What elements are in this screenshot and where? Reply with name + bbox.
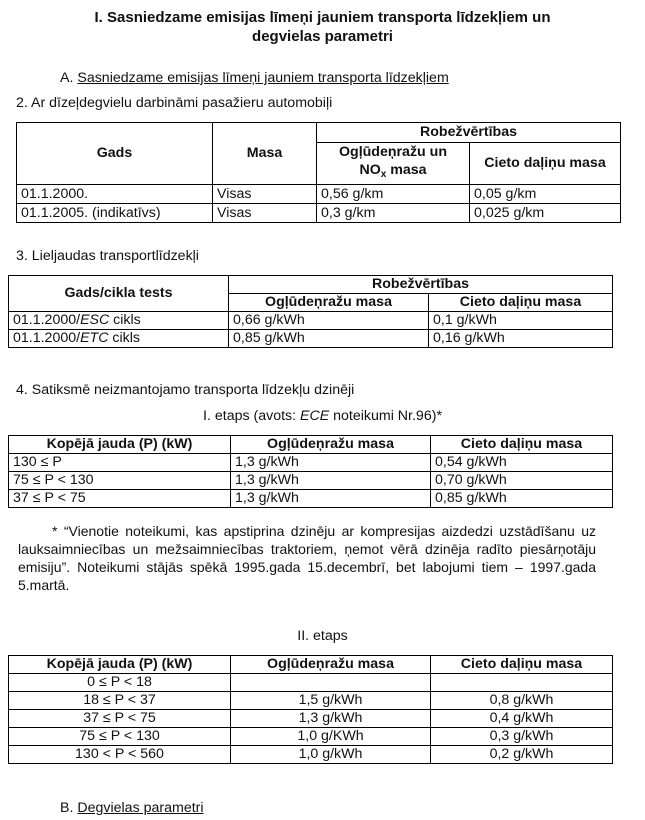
table-row bbox=[9, 710, 613, 728]
cell-hc: 1,3 g/kWh bbox=[231, 454, 431, 472]
section2-heading: 2. Ar dīzeļdegvielu darbināmi pasažieru automobiļi bbox=[16, 95, 333, 111]
cell-gads-cycle bbox=[9, 312, 229, 330]
col-hc-header: Ogļūdeņražu masa bbox=[231, 436, 431, 454]
table-row bbox=[9, 746, 613, 764]
cell-hc: 1,3 g/kWh bbox=[231, 490, 431, 508]
cell-cycle: ETC bbox=[80, 330, 109, 346]
cell-particles: 0,70 g/kWh bbox=[431, 472, 613, 490]
col-power-header: Kopējā jauda (P) (kW) bbox=[9, 436, 231, 454]
col-particles-header: Cieto daļiņu masa bbox=[470, 143, 621, 185]
cell-power: 37 ≤ P < 75 bbox=[9, 710, 231, 728]
col-power-header: Kopējā jauda (P) (kW) bbox=[9, 656, 231, 674]
cell-cycle-suffix: cikls bbox=[108, 330, 140, 346]
stage1-suffix: noteikumi Nr.96)* bbox=[329, 408, 442, 424]
document-title-line2: degvielas parametri bbox=[252, 28, 393, 45]
cell-cycle-suffix: cikls bbox=[109, 312, 141, 328]
passenger-car-table bbox=[16, 122, 621, 223]
section3-heading: 3. Lieljaudas transportlīdzekļi bbox=[16, 248, 199, 264]
cell-hc: 1,3 g/kWh bbox=[231, 710, 431, 728]
stage1-table bbox=[8, 435, 613, 508]
heavy-duty-table bbox=[8, 275, 613, 348]
cell-date: 01.1.2000/ bbox=[13, 312, 81, 328]
cell-gads-cycle bbox=[9, 330, 229, 348]
cell-particles: 0,8 g/kWh bbox=[431, 692, 613, 710]
table-row bbox=[17, 185, 621, 204]
table-row bbox=[9, 472, 613, 490]
cell-particles: 0,85 g/kWh bbox=[431, 490, 613, 508]
table-header-row bbox=[9, 276, 613, 294]
section-b-label: Degvielas parametri bbox=[77, 800, 204, 816]
col-hc-header: Ogļūdeņražu masa bbox=[229, 294, 429, 312]
stage1-ece: ECE bbox=[300, 408, 330, 424]
table-row bbox=[9, 674, 613, 692]
col-limits-header: Robežvērtības bbox=[317, 123, 621, 143]
cell-hc: 1,0 g/KWh bbox=[231, 728, 431, 746]
table-row bbox=[9, 330, 613, 348]
col-hc-nox-mass: masa bbox=[386, 162, 427, 178]
cell-power: 130 ≤ P bbox=[9, 454, 231, 472]
stage1-title bbox=[0, 408, 645, 424]
col-gads-header: Gads/cikla tests bbox=[9, 276, 229, 312]
col-particles-header: Cieto daļiņu masa bbox=[429, 294, 613, 312]
cell-hc: 1,3 g/kWh bbox=[231, 472, 431, 490]
cell-hc: 1,0 g/kWh bbox=[231, 746, 431, 764]
cell-power: 37 ≤ P < 75 bbox=[9, 490, 231, 508]
cell-date: 01.1.2000/ bbox=[13, 330, 81, 346]
col-hc-nox-header bbox=[317, 143, 470, 185]
section-a-label: Sasniedzame emisijas līmeņi jauniem transporta līdzekļiem bbox=[77, 70, 449, 86]
col-particles-header: Cieto daļiņu masa bbox=[431, 656, 613, 674]
stage1-prefix: I. etaps (avots: bbox=[203, 408, 301, 424]
section4-heading: 4. Satiksmē neizmantojamo transporta līdzekļu dzinēji bbox=[16, 382, 355, 398]
cell-mass: Visas bbox=[213, 204, 317, 223]
cell-particles: 0,54 g/kWh bbox=[431, 454, 613, 472]
section-b-prefix: B. bbox=[60, 800, 78, 816]
cell-particles: 0,05 g/km bbox=[470, 185, 621, 204]
col-particles-header: Cieto daļiņu masa bbox=[431, 436, 613, 454]
table-row bbox=[9, 454, 613, 472]
nox-subscript: x bbox=[380, 169, 387, 180]
stage2-table bbox=[8, 655, 613, 764]
footnote: * “Vienotie noteikumi, kas apstiprina dzinēju ar kompresijas aizdedzi uzstādīšanu uz lauksaimniecības un mežsaimniecības traktoriem, ņemot vērā dzinēja radīto piesārņotāju emisiju”. Noteikumi stājās spēkā 1995.gada 15.decembrī, bet labojumi tiem – 1997.gada 5.martā. bbox=[18, 523, 596, 593]
table-row bbox=[9, 312, 613, 330]
section-a-heading bbox=[60, 70, 449, 86]
cell-date: 01.1.2005. (indikatīvs) bbox=[17, 204, 213, 223]
cell-hc: 1,5 g/kWh bbox=[231, 692, 431, 710]
table-row bbox=[9, 490, 613, 508]
cell-hc: 0,85 g/kWh bbox=[229, 330, 429, 348]
table-row bbox=[9, 692, 613, 710]
section-b-heading bbox=[60, 800, 204, 816]
col-mass-header: Masa bbox=[213, 123, 317, 185]
cell-power: 75 ≤ P < 130 bbox=[9, 472, 231, 490]
cell-date: 01.1.2000. bbox=[17, 185, 213, 204]
cell-particles: 0,16 g/kWh bbox=[429, 330, 613, 348]
cell-hc-nox: 0,56 g/km bbox=[317, 185, 470, 204]
cell-power: 130 < P < 560 bbox=[9, 746, 231, 764]
cell-particles: 0,1 g/kWh bbox=[429, 312, 613, 330]
col-hc-nox-line1: Ogļūdeņražu un bbox=[339, 144, 447, 160]
col-year-header: Gads bbox=[17, 123, 213, 185]
stage2-title: II. etaps bbox=[297, 628, 348, 644]
cell-power: 18 ≤ P < 37 bbox=[9, 692, 231, 710]
cell-power: 75 ≤ P < 130 bbox=[9, 728, 231, 746]
table-row bbox=[9, 728, 613, 746]
document-title-line1: I. Sasniedzame emisijas līmeņi jauniem transporta līdzekļiem un bbox=[94, 9, 551, 26]
cell-particles bbox=[431, 674, 613, 692]
cell-particles: 0,3 g/kWh bbox=[431, 728, 613, 746]
col-hc-header: Ogļūdeņražu masa bbox=[231, 656, 431, 674]
table-header-row bbox=[9, 436, 613, 454]
cell-cycle: ESC bbox=[80, 312, 110, 328]
cell-particles: 0,025 g/km bbox=[470, 204, 621, 223]
cell-hc-nox: 0,3 g/km bbox=[317, 204, 470, 223]
section-a-prefix: A. bbox=[60, 70, 78, 86]
table-header-row bbox=[9, 656, 613, 674]
col-limits-header: Robežvērtības bbox=[229, 276, 613, 294]
cell-hc: 0,66 g/kWh bbox=[229, 312, 429, 330]
cell-hc bbox=[231, 674, 431, 692]
cell-particles: 0,4 g/kWh bbox=[431, 710, 613, 728]
table-row bbox=[17, 204, 621, 223]
nox-label: NO bbox=[359, 162, 381, 178]
cell-mass: Visas bbox=[213, 185, 317, 204]
table-header-row bbox=[17, 123, 621, 143]
cell-particles: 0,2 g/kWh bbox=[431, 746, 613, 764]
cell-power: 0 ≤ P < 18 bbox=[9, 674, 231, 692]
